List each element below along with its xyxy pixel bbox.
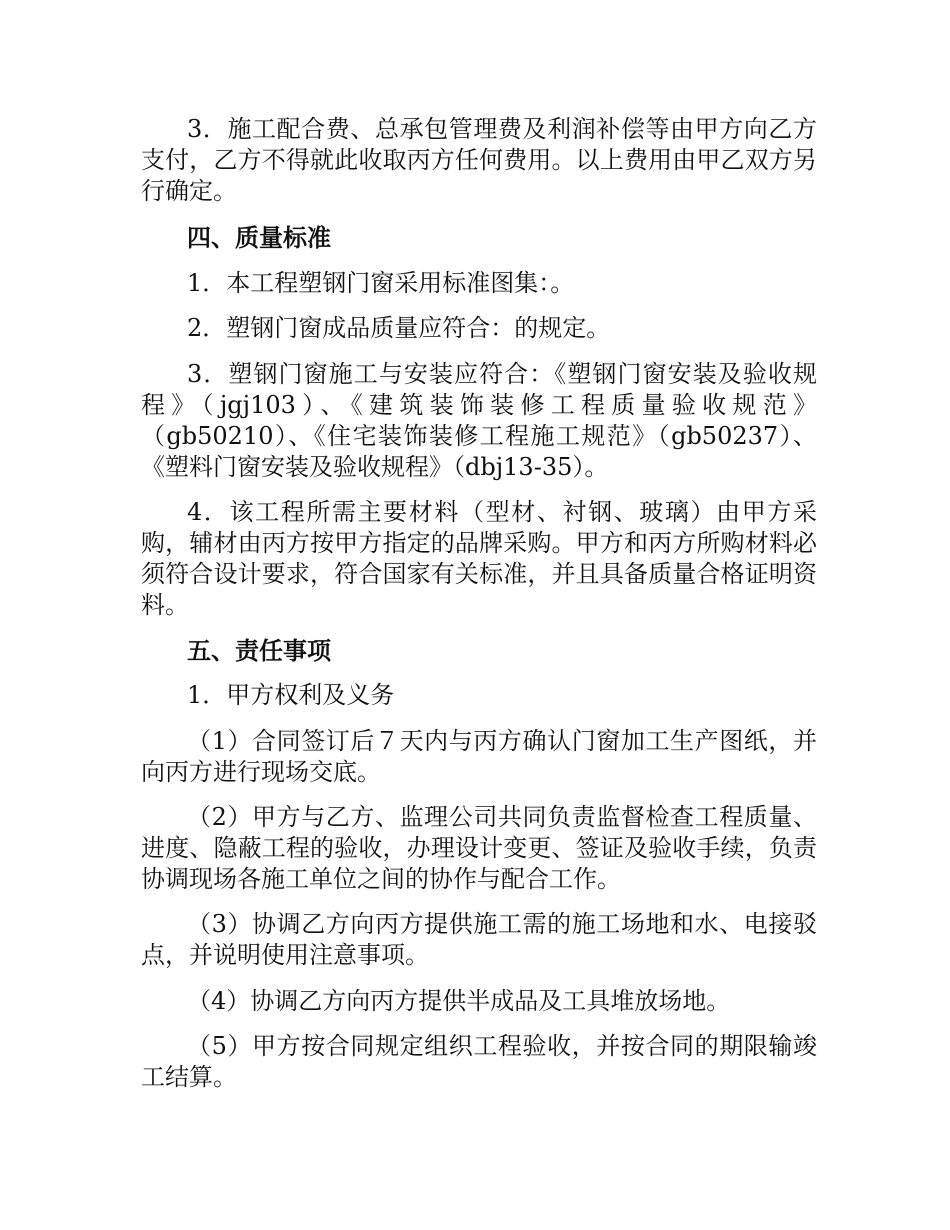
paragraph-item-1: （1）合同签订后７天内与丙方确认门窗加工生产图纸，并向丙方进行现场交底。 [141, 727, 817, 786]
paragraph-party-a-rights: 1．甲方权利及义务 [187, 681, 395, 709]
paragraph-standard-atlas: 1．本工程塑钢门窗采用标准图集：。 [187, 269, 575, 297]
paragraph-fee-payment: 3．施工配合费、总承包管理费及利润补偿等由甲方向乙方支付，乙方不得就此收取丙方任何费用。以上费用由甲乙双方另行确定。 [141, 115, 817, 205]
paragraph-item-4: （4）协调乙方向丙方提供半成品及工具堆放场地。 [187, 987, 731, 1015]
paragraph-item-5: （5）甲方按合同规定组织工程验收，并按合同的期限输竣工结算。 [141, 1032, 817, 1091]
paragraph-item-2: （2）甲方与乙方、监理公司共同负责监督检查工程质量、进度、隐蔽工程的验收，办理设计变更、签证及验收手续，负责协调现场各施工单位之间的协作与配合工作。 [141, 803, 817, 893]
paragraph-installation-codes: 3．塑钢门窗施工与安装应符合：《塑钢门窗安装及验收规程》（jgj103）、《建筑装饰装修工程质量验收规范》（gb50210）、《住宅装饰装修工程施工规范》（gb50237）、《塑料门窗安装及验收规程》（dbj13-35）。 [141, 360, 817, 481]
section-heading-responsibilities: 五、责任事项 [187, 636, 331, 665]
paragraph-materials-procurement: 4．该工程所需主要材料（型材、衬钢、玻璃）由甲方采购，辅材由丙方按甲方指定的品牌采购。甲方和丙方所购材料必须符合设计要求，符合国家有关标准，并且具备质量合格证明资料。 [141, 498, 817, 619]
paragraph-item-3: （3）协调乙方向丙方提供施工需的施工场地和水、电接驳点，并说明使用注意事项。 [141, 910, 817, 969]
paragraph-product-quality: 2．塑钢门窗成品质量应符合：的规定。 [187, 314, 611, 342]
section-heading-quality-standards: 四、质量标准 [187, 223, 331, 252]
